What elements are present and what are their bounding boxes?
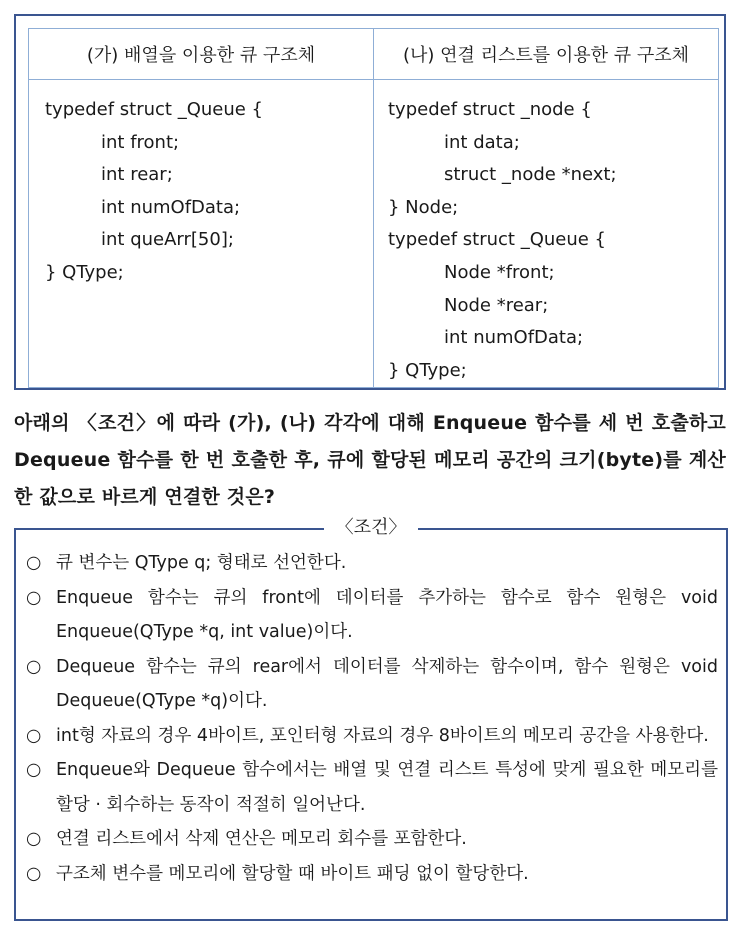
conditions-title-text: 〈조건〉 — [324, 517, 419, 538]
condition-item — [24, 857, 718, 892]
condition-item — [24, 546, 718, 581]
condition-text: Enqueue와 Dequeue 함수에서는 배열 및 연결 리스트 특성에 맞게 필요한 메모리를 할당 · 회수하는 동작이 적절히 일어난다. — [56, 760, 718, 815]
code-line: int queArr[50]; — [101, 229, 234, 251]
condition-text: 연결 리스트에서 삭제 연산은 메모리 회수를 포함한다. — [56, 829, 467, 849]
code-line: } QType; — [45, 261, 124, 283]
code-line: Node *rear; — [444, 294, 549, 316]
conditions-list — [24, 546, 718, 891]
condition-item — [24, 822, 718, 857]
condition-text: int형 자료의 경우 4바이트, 포인터형 자료의 경우 8바이트의 메모리 공간을 사용한다. — [56, 725, 709, 746]
circle-bullet-icon: ○ — [26, 863, 42, 884]
code-comparison-table — [28, 28, 719, 388]
circle-bullet-icon: ○ — [26, 760, 42, 780]
code-line: typedef struct _Queue { — [45, 99, 263, 120]
code-line: Node *front; — [444, 261, 555, 283]
circle-bullet-icon: ○ — [26, 587, 42, 608]
code-line: int data; — [444, 131, 520, 153]
condition-item — [24, 753, 718, 822]
code-line: } QType; — [388, 359, 467, 381]
circle-bullet-icon: ○ — [26, 829, 42, 849]
code-line: struct _node *next; — [444, 164, 617, 186]
conditions-title — [16, 516, 726, 540]
condition-item — [24, 719, 718, 754]
condition-text: Dequeue 함수는 큐의 rear에서 데이터를 삭제하는 함수이며, 함수 원형은 void Dequeue(QType *q)이다. — [56, 656, 718, 711]
array-queue-code — [29, 80, 374, 388]
code-line: } Node; — [388, 196, 459, 218]
condition-item — [24, 650, 718, 719]
code-line: int numOfData; — [101, 196, 241, 218]
header-array-queue: (가) 배열을 이용한 큐 구조체 — [29, 29, 374, 80]
code-line: typedef struct _Queue { — [388, 229, 606, 251]
circle-bullet-icon: ○ — [26, 725, 42, 746]
condition-text: 구조체 변수를 메모리에 할당할 때 바이트 패딩 없이 할당한다. — [56, 863, 529, 884]
code-line: int rear; — [101, 164, 173, 186]
circle-bullet-icon: ○ — [26, 656, 42, 677]
conditions-box — [14, 517, 728, 921]
code-line: int numOfData; — [444, 327, 584, 349]
header-linked-list-queue: (나) 연결 리스트를 이용한 큐 구조체 — [374, 29, 719, 80]
question-text: 아래의 〈조건〉에 따라 (가), (나) 각각에 대해 Enqueue 함수를 세 번 호출하고 Dequeue 함수를 한 번 호출한 후, 큐에 할당된 메모리 공간의 크기(byte)를 계산한 값으로 바르게 연결한 것은? — [14, 412, 726, 508]
condition-text: Enqueue 함수는 큐의 front에 데이터를 추가하는 함수로 함수 원형은 void Enqueue(QType *q, int value)이다. — [56, 587, 718, 642]
circle-bullet-icon: ○ — [26, 553, 42, 573]
condition-item — [24, 581, 718, 650]
condition-text: 큐 변수는 QType q; 형태로 선언한다. — [56, 553, 347, 573]
code-line: typedef struct _node { — [388, 99, 592, 120]
linked-list-queue-code — [374, 80, 719, 388]
code-line: int front; — [101, 131, 180, 153]
